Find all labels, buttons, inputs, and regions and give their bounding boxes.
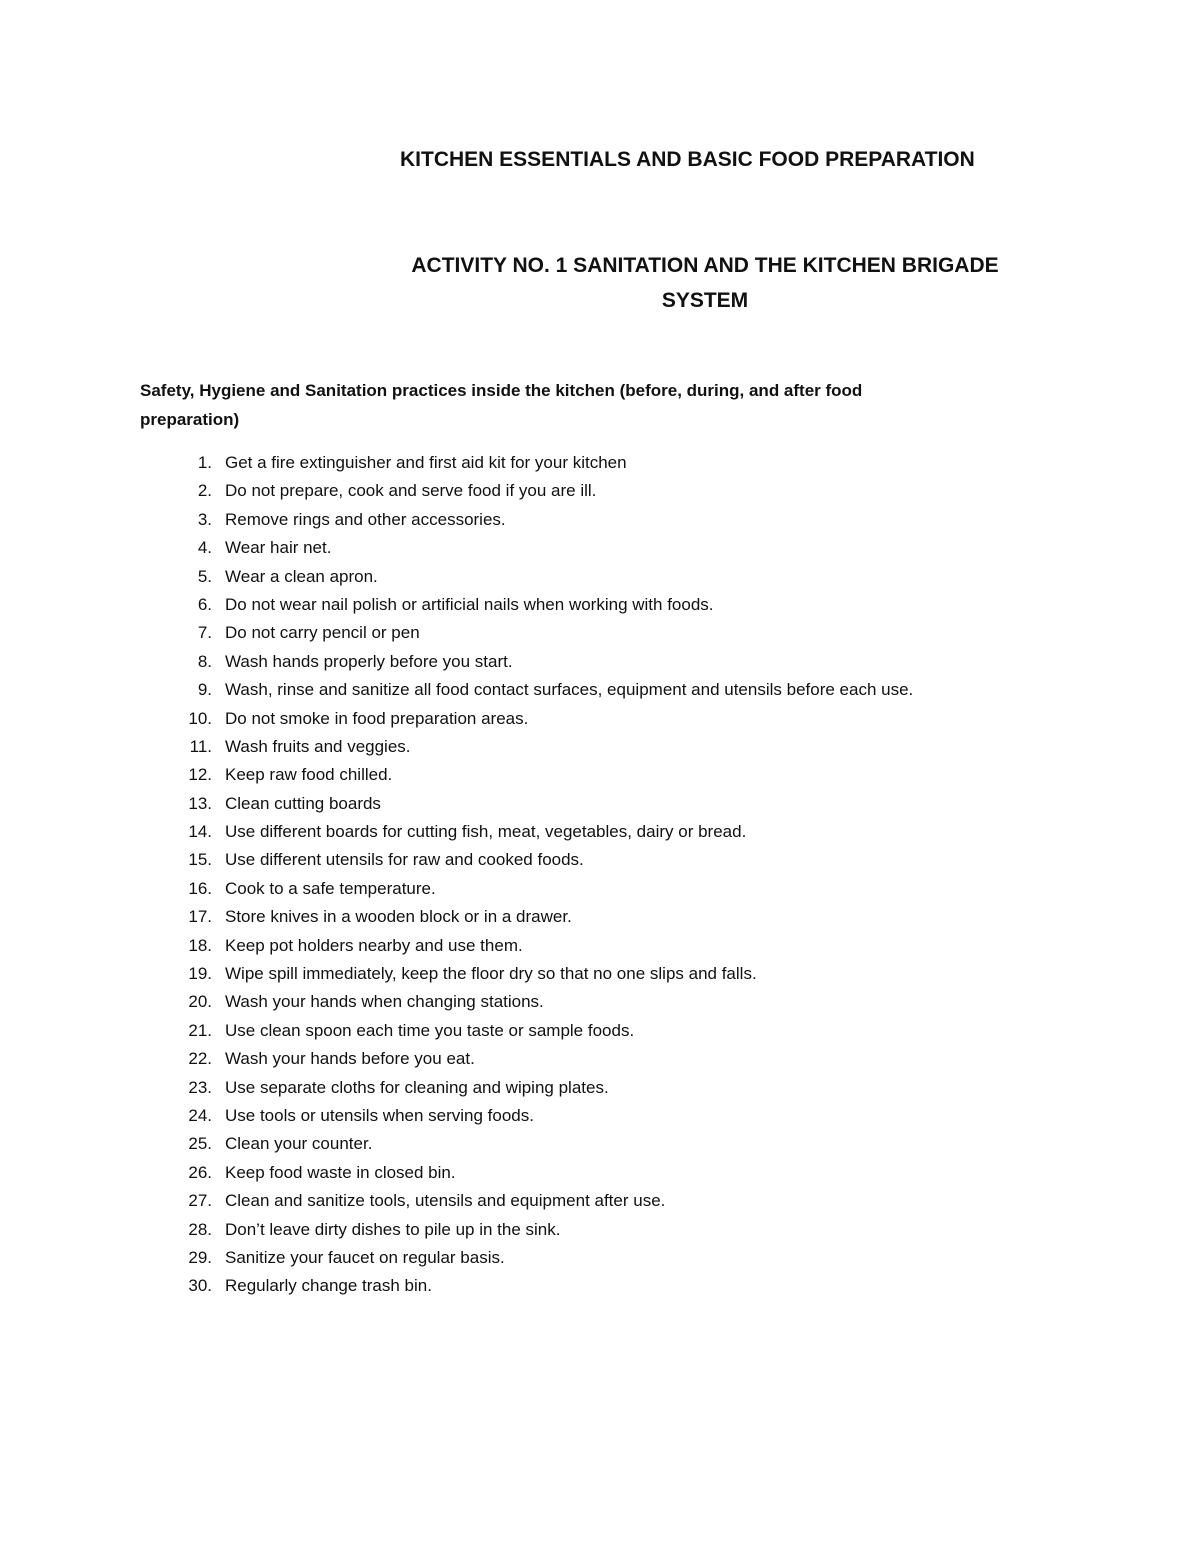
list-item-spacer <box>212 1159 225 1187</box>
list-item <box>140 591 1040 619</box>
list-item <box>140 1045 1040 1073</box>
list-item-spacer <box>212 534 225 562</box>
list-item-number: 13. <box>188 793 212 813</box>
list-item-spacer <box>212 449 225 477</box>
list-item-number: 21. <box>188 1020 212 1040</box>
list-item-text: Cook to a safe temperature. <box>225 878 436 898</box>
list-item <box>140 449 1040 477</box>
list-item-number: 14. <box>188 822 212 842</box>
list-item-number: 17. <box>188 907 212 927</box>
list-item-text: Wear a clean apron. <box>225 566 378 586</box>
list-item <box>140 477 1040 505</box>
list-item-spacer <box>212 846 225 874</box>
list-item-spacer <box>212 1216 225 1244</box>
list-item-number: 18. <box>188 935 212 955</box>
section-heading-line-2: preparation) <box>140 410 240 429</box>
list-item-text: Clean and sanitize tools, utensils and equipment after use. <box>225 1191 666 1211</box>
list-item-text: Do not prepare, cook and serve food if you are ill. <box>225 481 597 501</box>
list-item <box>140 1074 1040 1102</box>
list-item <box>140 1216 1040 1244</box>
practices-list <box>140 449 1040 1301</box>
list-item-text: Use clean spoon each time you taste or sample foods. <box>225 1020 635 1040</box>
activity-title <box>370 248 1040 318</box>
list-item <box>140 875 1040 903</box>
list-item-text: Use different utensils for raw and cooked foods. <box>225 850 584 870</box>
list-item <box>140 733 1040 761</box>
list-item-spacer <box>212 1187 225 1215</box>
activity-title-line-2: SYSTEM <box>661 289 749 312</box>
list-item <box>140 1159 1040 1187</box>
list-item-text: Wash your hands when changing stations. <box>225 992 544 1012</box>
list-item-spacer <box>212 733 225 761</box>
list-item-spacer <box>212 619 225 647</box>
list-item <box>140 960 1040 988</box>
list-item-number: 23. <box>188 1077 212 1097</box>
list-item-number: 30. <box>188 1276 212 1296</box>
list-item <box>140 1017 1040 1045</box>
list-item-number: 8. <box>197 651 212 671</box>
list-item-text: Wash, rinse and sanitize all food contact surfaces, equipment and utensils before each use. <box>225 680 914 700</box>
list-item-text: Use different boards for cutting fish, meat, vegetables, dairy or bread. <box>225 822 747 842</box>
list-item-number: 3. <box>197 509 212 529</box>
list-item <box>140 676 1040 704</box>
list-item <box>140 903 1040 931</box>
list-item-number: 11. <box>189 736 212 756</box>
list-item-number: 12. <box>188 765 212 785</box>
list-item-spacer <box>212 818 225 846</box>
list-item-text: Clean cutting boards <box>225 793 381 813</box>
list-item-spacer <box>212 1074 225 1102</box>
list-item-number: 28. <box>188 1219 212 1239</box>
list-item-text: Wear hair net. <box>225 538 332 558</box>
list-item-number: 16. <box>188 878 212 898</box>
list-item-number: 4. <box>197 538 212 558</box>
list-item-spacer <box>212 932 225 960</box>
list-item-spacer <box>212 705 225 733</box>
list-item <box>140 846 1040 874</box>
list-item-spacer <box>212 506 225 534</box>
list-item-text: Sanitize your faucet on regular basis. <box>225 1247 505 1267</box>
list-item-text: Wipe spill immediately, keep the floor dry so that no one slips and falls. <box>225 964 757 984</box>
list-item-number: 19. <box>188 964 212 984</box>
list-item-text: Store knives in a wooden block or in a drawer. <box>225 907 572 927</box>
list-item <box>140 563 1040 591</box>
list-item-number: 7. <box>197 623 212 643</box>
list-item-spacer <box>212 591 225 619</box>
list-item <box>140 705 1040 733</box>
list-item-spacer <box>212 960 225 988</box>
list-item-number: 10. <box>188 708 212 728</box>
list-item-spacer <box>212 761 225 789</box>
list-item-spacer <box>212 563 225 591</box>
list-item <box>140 761 1040 789</box>
activity-title-line-1: ACTIVITY NO. 1 SANITATION AND THE KITCHEN BRIGADE <box>411 254 999 277</box>
list-item-spacer <box>212 1130 225 1158</box>
list-item <box>140 790 1040 818</box>
list-item <box>140 1130 1040 1158</box>
list-item-number: 1. <box>197 453 212 472</box>
list-item-text: Wash fruits and veggies. <box>225 736 411 756</box>
list-item-number: 26. <box>188 1162 212 1182</box>
list-item <box>140 1102 1040 1130</box>
list-item-number: 25. <box>188 1134 212 1154</box>
list-item-spacer <box>212 1102 225 1130</box>
list-item-text: Use separate cloths for cleaning and wiping plates. <box>225 1077 609 1097</box>
list-item-spacer <box>212 648 225 676</box>
list-item-number: 15. <box>188 850 212 870</box>
list-item-text: Use tools or utensils when serving foods. <box>225 1105 534 1125</box>
list-item-spacer <box>212 875 225 903</box>
list-item <box>140 1272 1040 1300</box>
list-item-spacer <box>212 1017 225 1045</box>
list-item <box>140 619 1040 647</box>
list-item <box>140 932 1040 960</box>
list-item-text: Wash your hands before you eat. <box>225 1049 475 1069</box>
list-item-number: 27. <box>188 1191 212 1211</box>
list-item <box>140 648 1040 676</box>
list-item-number: 5. <box>197 566 212 586</box>
list-item-spacer <box>212 903 225 931</box>
list-item-spacer <box>212 676 225 704</box>
list-item-number: 29. <box>188 1247 212 1267</box>
list-item-spacer <box>212 1045 225 1073</box>
list-item <box>140 818 1040 846</box>
list-item-number: 9. <box>197 680 212 700</box>
list-item-number: 22. <box>188 1049 212 1069</box>
list-item-text: Regularly change trash bin. <box>225 1276 432 1296</box>
list-item-spacer <box>212 1272 225 1300</box>
section-heading-line-1: Safety, Hygiene and Sanitation practices inside the kitchen (before, during, and after food <box>140 381 863 400</box>
list-item-spacer <box>212 477 225 505</box>
document-title: KITCHEN ESSENTIALS AND BASIC FOOD PREPARATION <box>400 148 975 171</box>
section-heading <box>140 376 970 434</box>
list-item-text: Wash hands properly before you start. <box>225 651 513 671</box>
list-item-text: Do not wear nail polish or artificial nails when working with foods. <box>225 594 714 614</box>
list-item <box>140 534 1040 562</box>
list-item-text: Do not smoke in food preparation areas. <box>225 708 529 728</box>
list-item-spacer <box>212 988 225 1016</box>
list-item <box>140 1244 1040 1272</box>
list-item <box>140 1187 1040 1215</box>
list-item-text: Keep raw food chilled. <box>225 765 393 785</box>
list-item <box>140 506 1040 534</box>
list-item-spacer <box>212 1244 225 1272</box>
list-item-number: 6. <box>197 594 212 614</box>
list-item-text: Remove rings and other accessories. <box>225 509 506 529</box>
list-item-text: Do not carry pencil or pen <box>225 623 420 643</box>
list-item-text: Keep food waste in closed bin. <box>225 1162 456 1182</box>
list-item-text: Don’t leave dirty dishes to pile up in the sink. <box>225 1219 561 1239</box>
list-item-text: Get a fire extinguisher and first aid kit for your kitchen <box>225 453 627 472</box>
list-item <box>140 988 1040 1016</box>
list-item-spacer <box>212 790 225 818</box>
list-item-number: 20. <box>188 992 212 1012</box>
list-item-text: Keep pot holders nearby and use them. <box>225 935 523 955</box>
list-item-number: 2. <box>197 481 212 501</box>
list-item-text: Clean your counter. <box>225 1134 373 1154</box>
list-item-number: 24. <box>188 1105 212 1125</box>
